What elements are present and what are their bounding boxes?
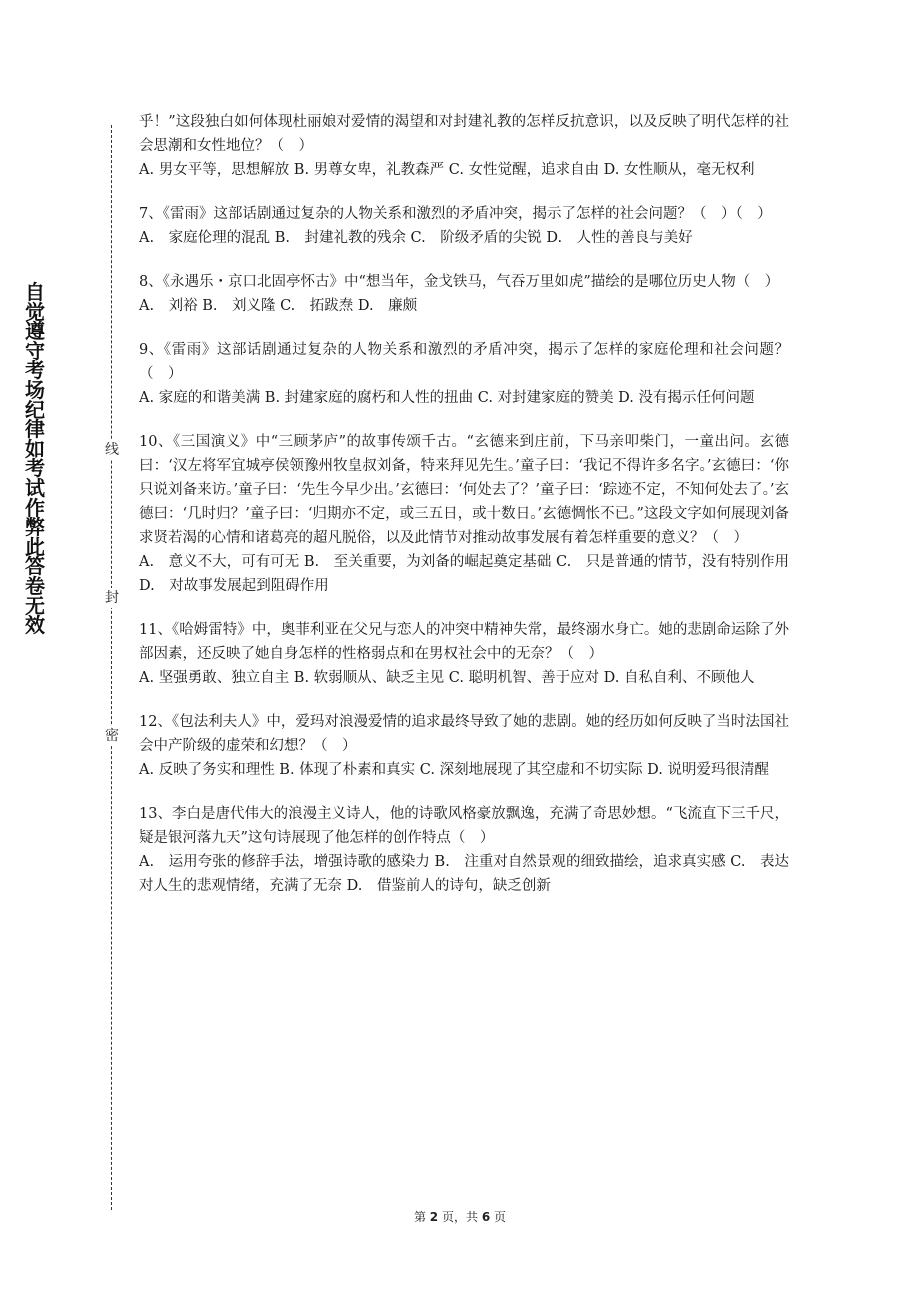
question-options: A. 刘裕 B. 刘义隆 C. 拓跋焘 D. 廉颇: [139, 298, 418, 314]
question-options: A. 男女平等，思想解放 B. 男尊女卑，礼教森严 C. 女性觉醒，追求自由 D. 女性顺从，毫无权利: [139, 162, 755, 178]
question-item: [139, 802, 789, 898]
footer-suffix: 页: [494, 1210, 507, 1224]
question-item: [139, 110, 789, 182]
question-stem: 7、《雷雨》这部话剧通过复杂的人物关系和激烈的矛盾冲突，揭示了怎样的社会问题？（ ）（ ）: [139, 206, 772, 222]
question-stem: 10、《三国演义》中“三顾茅庐”的故事传颂千古。“玄德来到庄前，下马亲叩柴门，一童出问。玄德曰：‘汉左将军宜城亭侯领豫州牧皇叔刘备，特来拜见先生。’童子曰：‘我记不得许多名字。’玄德曰：‘你只说刘备来访。’童子曰：‘先生今早少出。’玄德曰：‘何处去了？’童子曰：‘踪迹不定，不知何处去了。’玄德曰：‘几时归？’童子曰：‘归期亦不定，或三五日，或十数日。’玄德惆怅不已。”这段文字如何展现刘备求贤若渴的心情和诸葛亮的超凡脱俗，以及此情节对推动故事发展有着怎样重要的意义？（ ）: [139, 434, 789, 546]
question-item: [139, 430, 789, 598]
question-stem: 8、《永遇乐・京口北固亭怀古》中“想当年，金戈铁马，气吞万里如虎”描绘的是哪位历史人物（ ）: [139, 274, 780, 290]
binding-label-xian: 线: [105, 442, 119, 458]
footer-current-page: 2: [429, 1210, 439, 1224]
question-stem: 9、《雷雨》这部话剧通过复杂的人物关系和激烈的矛盾冲突，揭示了怎样的家庭伦理和社会问题？（ ）: [139, 342, 789, 382]
binding-label-mi: 密: [105, 728, 119, 744]
question-options: A. 运用夸张的修辞手法，增强诗歌的感染力 B. 注重对自然景观的细致描绘，追求真实感 C. 表达对人生的悲观情绪，充满了无奈 D. 借鉴前人的诗句，缺乏创新: [139, 854, 789, 894]
question-stem: 12、《包法利夫人》中，爱玛对浪漫爱情的追求最终导致了她的悲剧。她的经历如何反映了当时法国社会中产阶级的虚荣和幻想？（ ）: [139, 714, 789, 754]
question-item: [139, 270, 789, 318]
question-stem: 13、李白是唐代伟大的浪漫主义诗人，他的诗歌风格豪放飘逸，充满了奇思妙想。“飞流直下三千尺，疑是银河落九天”这句诗展现了他怎样的创作特点（ ）: [139, 806, 789, 846]
question-options: A. 坚强勇敢、独立自主 B. 软弱顺从、缺乏主见 C. 聪明机智、善于应对 D. 自私自利、不顾他人: [139, 670, 755, 686]
page-footer: [0, 1208, 920, 1225]
question-item: [139, 202, 789, 250]
question-options: A. 家庭伦理的混乱 B. 封建礼教的残余 C. 阶级矛盾的尖锐 D. 人性的善良与美好: [139, 230, 693, 246]
footer-prefix: 第: [413, 1210, 426, 1224]
question-options: A. 意义不大，可有可无 B. 至关重要，为刘备的崛起奠定基础 C. 只是普通的情节，没有特别作用 D. 对故事发展起到阻碍作用: [139, 554, 789, 594]
question-options: A. 反映了务实和理性 B. 体现了朴素和真实 C. 深刻地展现了其空虚和不切实际 D. 说明爱玛很清醒: [139, 762, 770, 778]
binding-label-feng: 封: [105, 590, 119, 606]
footer-total-pages: 6: [481, 1210, 491, 1224]
exam-discipline-notice: 自觉遵守考场纪律如考试作弊此答卷无效: [25, 280, 45, 638]
binding-dashed-line: [111, 125, 112, 1210]
question-item: [139, 338, 789, 410]
question-stem: 11、《哈姆雷特》中，奥菲利亚在父兄与恋人的冲突中精神失常，最终溺水身亡。她的悲剧命运除了外部因素，还反映了她自身怎样的性格弱点和在男权社会中的无奈？（ ）: [139, 622, 789, 662]
footer-mid: 页，共: [441, 1210, 478, 1224]
question-item: [139, 618, 789, 690]
question-list: [139, 110, 789, 918]
question-item: [139, 710, 789, 782]
question-stem: 乎！”这段独白如何体现杜丽娘对爱情的渴望和对封建礼教的怎样反抗意识，以及反映了明代怎样的社会思潮和女性地位？（ ）: [139, 114, 789, 154]
question-options: A. 家庭的和谐美满 B. 封建家庭的腐朽和人性的扭曲 C. 对封建家庭的赞美 D. 没有揭示任何问题: [139, 390, 755, 406]
